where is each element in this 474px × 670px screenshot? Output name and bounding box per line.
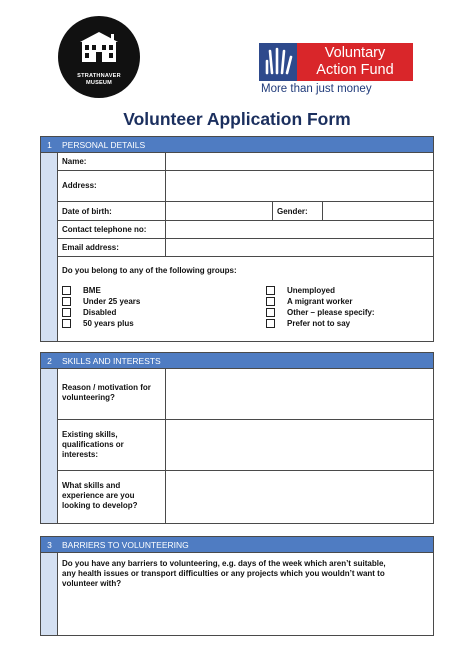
existing-skills-label-line: Existing skills,: [62, 430, 118, 439]
bme-label: BME: [83, 286, 101, 295]
under-25-checkbox[interactable]: [62, 297, 71, 306]
develop-skills-field[interactable]: [166, 471, 433, 523]
vaf-logo-line1: Voluntary: [324, 45, 386, 61]
barriers-row[interactable]: [58, 553, 433, 635]
develop-skills-label-line: What skills and: [62, 481, 121, 490]
unemployed-label: Unemployed: [287, 286, 336, 295]
email-row: [58, 239, 433, 257]
name-field[interactable]: [166, 153, 433, 170]
motivation-row: [58, 369, 433, 420]
prefer-not-to-say-label: Prefer not to say: [287, 319, 351, 328]
over-50-checkbox[interactable]: [62, 319, 71, 328]
motivation-label-line: Reason / motivation for: [62, 383, 151, 392]
name-label: Name:: [62, 157, 87, 166]
hand-icon: [259, 43, 297, 81]
section-sidebar: [41, 553, 58, 635]
section-body: [41, 369, 433, 523]
museum-logo-line1: STRATHNAVER: [77, 73, 121, 79]
section-sidebar: [41, 369, 58, 523]
section-body: [41, 153, 433, 341]
form-title: Volunteer Application Form: [123, 109, 351, 129]
prefer-not-to-say-checkbox[interactable]: [266, 319, 275, 328]
section-personal-details: [40, 136, 434, 342]
gender-field[interactable]: [323, 202, 433, 220]
section-barriers: [40, 536, 434, 636]
under-25-label: Under 25 years: [83, 297, 141, 306]
email-field[interactable]: [166, 239, 433, 256]
existing-skills-field[interactable]: [166, 420, 433, 470]
migrant-worker-label: A migrant worker: [287, 297, 353, 306]
existing-skills-label-line: qualifications or: [62, 440, 124, 449]
phone-field[interactable]: [166, 221, 433, 238]
section-title: PERSONAL DETAILS: [62, 139, 146, 150]
motivation-label: [62, 383, 151, 403]
phone-label: Contact telephone no:: [62, 225, 147, 234]
section-number: 2: [47, 355, 52, 366]
strathnaver-museum-logo: [58, 16, 140, 98]
voluntary-action-fund-logo: [259, 43, 415, 99]
name-row: [58, 153, 433, 171]
bme-checkbox[interactable]: [62, 286, 71, 295]
section-title: SKILLS AND INTERESTS: [62, 355, 161, 366]
barriers-question: [62, 559, 386, 589]
develop-skills-label: [62, 481, 138, 511]
barriers-question-line: Do you have any barriers to volunteering, e.g. days of the week which aren’t suitable,: [62, 559, 386, 568]
vaf-logo-name-box: [297, 43, 413, 81]
gender-label: Gender:: [277, 207, 308, 216]
museum-building-icon: [78, 30, 120, 64]
other-checkbox[interactable]: [266, 308, 275, 317]
section-skills-interests: [40, 352, 434, 524]
existing-skills-label-line: interests:: [62, 450, 99, 459]
migrant-worker-checkbox[interactable]: [266, 297, 275, 306]
vaf-tagline: More than just money: [261, 83, 372, 95]
address-row: [58, 171, 433, 202]
develop-skills-label-line: looking to develop?: [62, 501, 138, 510]
existing-skills-label: [62, 430, 124, 460]
section-header: [41, 537, 433, 553]
museum-logo-line2: MUSEUM: [85, 80, 113, 86]
over-50-label: 50 years plus: [83, 319, 134, 328]
dob-field[interactable]: [166, 202, 272, 220]
motivation-label-line: volunteering?: [62, 393, 115, 402]
section-number: 1: [47, 139, 52, 150]
dob-gender-row: [58, 202, 433, 221]
section-number: 3: [47, 539, 52, 550]
disabled-label: Disabled: [83, 308, 117, 317]
unemployed-checkbox[interactable]: [266, 286, 275, 295]
email-label: Email address:: [62, 243, 119, 252]
develop-skills-row: [58, 471, 433, 523]
section-title: BARRIERS TO VOLUNTEERING: [62, 539, 189, 550]
dob-label: Date of birth:: [62, 207, 112, 216]
develop-skills-label-line: experience are you: [62, 491, 135, 500]
vaf-logo-line2: Action Fund: [316, 62, 394, 78]
groups-question: Do you belong to any of the following groups:: [62, 266, 237, 275]
section-body: [41, 553, 433, 635]
groups-row: [58, 257, 433, 341]
phone-row: [58, 221, 433, 239]
disabled-checkbox[interactable]: [62, 308, 71, 317]
existing-skills-row: [58, 420, 433, 471]
barriers-question-line: any health issues or transport difficulties or any projects which you wouldn’t want to: [62, 569, 385, 578]
address-label: Address:: [62, 181, 97, 190]
other-label: Other – please specify:: [287, 308, 375, 317]
address-field[interactable]: [166, 171, 433, 201]
section-header: [41, 353, 433, 369]
section-header: [41, 137, 433, 153]
section-sidebar: [41, 153, 58, 341]
motivation-field[interactable]: [166, 369, 433, 419]
barriers-question-line: volunteer with?: [62, 579, 122, 588]
